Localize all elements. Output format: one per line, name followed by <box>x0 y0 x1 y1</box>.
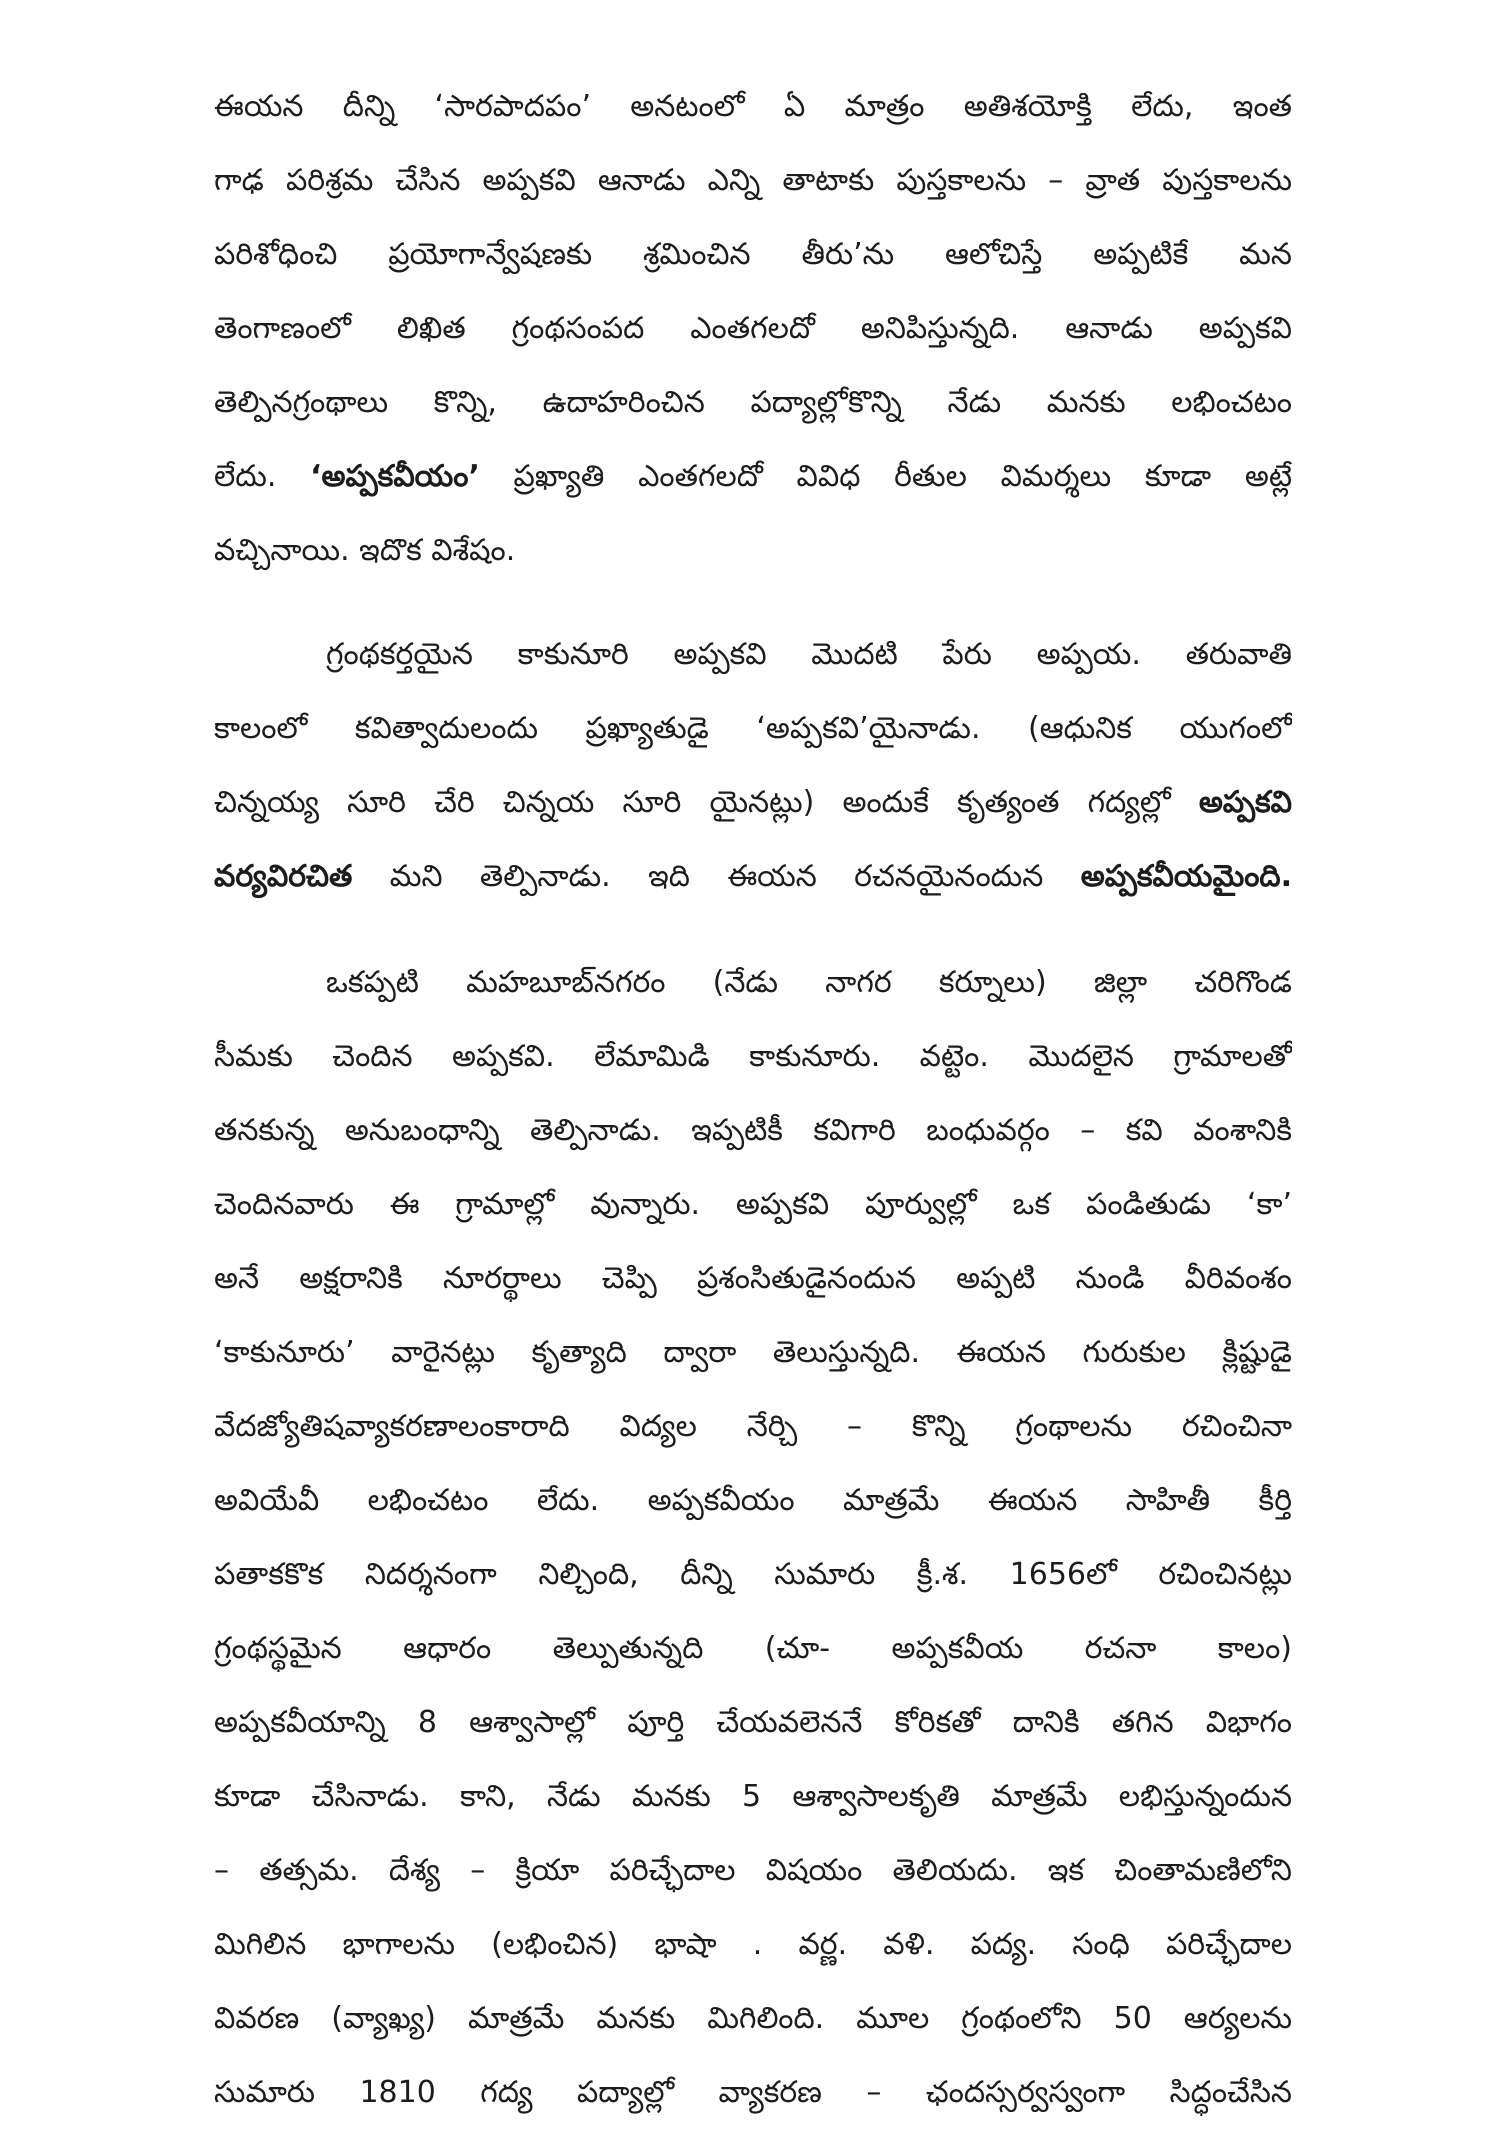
text-line <box>214 1464 1292 1538</box>
text-line <box>214 1168 1292 1242</box>
text-line <box>214 766 1292 840</box>
text-run: తనకున్న అనుబంధాన్ని తెల్పినాడు. ఇప్పటికీ కవిగారి బంధువర్గం – కవి వంశానికి <box>214 1113 1292 1148</box>
bold-text-run: వర్యవిరచిత <box>214 859 353 894</box>
text-run: వచ్చినాయి. ఇదొక విశేషం. <box>214 533 516 568</box>
text-run: వివరణ (వ్యాఖ్య) మాత్రమే మనకు మిగిలింది. మూల గ్రంథంలోని 50 ఆర్యలను <box>214 2001 1292 2036</box>
paragraph-1 <box>214 70 1292 588</box>
text-run: కూడా చేసినాడు. కాని, నేడు మనకు 5 ఆశ్వాసాలకృతి మాత్రమే లభిస్తున్నందున <box>214 1779 1292 1814</box>
text-run: తెంగాణంలో లిఖిత గ్రంథసంపద ఎంతగలదో అనిపిస్తున్నది. ఆనాడు అప్పకవి <box>214 311 1292 346</box>
text-run: వేదజ్యోతిషవ్యాకరణాలంకారాది విద్యల నేర్చి – కొన్ని గ్రంథాలను రచించినా <box>214 1409 1292 1444</box>
text-run: తెల్పినగ్రంథాలు కొన్ని, ఉదాహరించిన పద్యాల్లోకొన్ని నేడు మనకు లభించటం <box>214 385 1292 420</box>
text-line <box>214 1760 1292 1834</box>
text-run: మని తెల్పినాడు. ఇది ఈయన రచనయైనందున <box>352 859 1081 894</box>
text-run: గ్రంథకర్తయైన కాకునూరి అప్పకవి మొదటి పేరు అప్పయ. తరువాతి <box>326 637 1292 672</box>
text-line <box>214 1094 1292 1168</box>
text-line <box>214 514 1292 588</box>
paragraph-2 <box>214 618 1292 914</box>
text-line <box>214 692 1292 766</box>
text-run: అనే అక్షరానికి నూరర్థాలు చెప్పి ప్రశంసితుడైనందున అప్పటి నుండి వీరివంశం <box>214 1261 1292 1296</box>
text-line <box>214 1316 1292 1390</box>
text-run: పరిశోధించి ప్రయోగాన్వేషణకు శ్రమించిన తీరు’ను ఆలోచిస్తే అప్పటికే మన <box>214 237 1292 272</box>
text-line <box>214 1834 1292 1908</box>
text-line <box>214 1982 1292 2056</box>
text-run: కాలంలో కవిత్వాదులందు ప్రఖ్యాతుడై ‘అప్పకవి’యైనాడు. (ఆధునిక యుగంలో <box>214 711 1292 746</box>
text-run: చెందినవారు ఈ గ్రామాల్లో వున్నారు. అప్పకవి పూర్వుల్లో ఒక పండితుడు ‘కా’ <box>214 1187 1292 1222</box>
text-run: అప్పకవీయాన్ని 8 ఆశ్వాసాల్లో పూర్తి చేయవలెననే కోరికతో దానికి తగిన విభాగం <box>214 1705 1292 1740</box>
text-line <box>214 1020 1292 1094</box>
text-line <box>214 218 1292 292</box>
paragraph-3 <box>214 946 1292 2130</box>
text-line <box>214 1538 1292 1612</box>
text-line <box>214 70 1292 144</box>
text-line <box>214 292 1292 366</box>
text-line <box>214 1390 1292 1464</box>
text-line <box>214 144 1292 218</box>
body-text <box>214 70 1292 2130</box>
text-run: ఒకప్పటి మహబూబ్‌నగరం (నేడు నాగర కర్నూలు) జిల్లా చరిగొండ <box>326 965 1292 1000</box>
bold-text-run: అప్పకవి <box>1198 785 1292 820</box>
bold-text-run: అప్పకవీయమైంది. <box>1080 859 1292 894</box>
text-run: గాఢ పరిశ్రమ చేసిన అప్పకవి ఆనాడు ఎన్ని తాటాకు పుస్తకాలను – వ్రాత పుస్తకాలను <box>214 163 1292 198</box>
bold-title-run: ‘అప్పకవీయం’ <box>310 459 480 494</box>
text-line <box>214 366 1292 440</box>
text-line <box>214 618 1292 692</box>
text-line <box>214 1686 1292 1760</box>
text-line <box>214 1242 1292 1316</box>
text-run: అవియేవీ లభించటం లేదు. అప్పకవీయం మాత్రమే ఈయన సాహితీ కీర్తి <box>214 1483 1292 1518</box>
text-run: సీమకు చెందిన అప్పకవి. లేమామిడి కాకునూరు. వట్టెం. మొదలైన గ్రామాలతో <box>214 1039 1292 1074</box>
text-run: ‘కాకునూరు’ వారైనట్లు కృత్యాది ద్వారా తెలుస్తున్నది. ఈయన గురుకుల క్లిష్టుడై <box>214 1335 1292 1370</box>
text-line <box>214 1908 1292 1982</box>
paragraph-spacer <box>214 914 1292 946</box>
text-line <box>214 440 1292 514</box>
text-line <box>214 946 1292 1020</box>
text-run: గ్రంథస్థమైన ఆధారం తెల్పుతున్నది (చూ- అప్పకవీయ రచనా కాలం) <box>214 1631 1292 1666</box>
text-run: ఈయన దీన్ని ‘సారపాదపం’ అనటంలో ఏ మాత్రం అతిశయోక్తి లేదు, ఇంత <box>214 89 1292 124</box>
text-run: ప్రఖ్యాతి ఎంతగలదో వివిధ రీతుల విమర్శలు కూడా అట్లే <box>479 459 1292 494</box>
text-line <box>214 1612 1292 1686</box>
text-run: మిగిలిన భాగాలను (లభించిన) భాషా . వర్ణ. వళి. పద్య. సంధి పరిచ్ఛేదాల <box>214 1927 1292 1962</box>
text-run: – తత్సమ. దేశ్య – క్రియా పరిచ్ఛేదాల విషయం తెలియదు. ఇక చింతామణిలోని <box>214 1853 1292 1888</box>
text-line <box>214 840 1292 914</box>
text-run: సుమారు 1810 గద్య పద్యాల్లో వ్యాకరణ – ఛందస్సర్వస్వంగా సిద్ధంచేసిన <box>214 2075 1292 2110</box>
paragraph-spacer <box>214 588 1292 618</box>
text-run: చిన్నయ్య సూరి చేరి చిన్నయ సూరి యైనట్లు) అందుకే కృత్యంత గద్యల్లో <box>214 785 1199 820</box>
text-run: పతాకకొక నిదర్శనంగా నిల్చింది, దీన్ని సుమారు క్రీ.శ. 1656లో రచించినట్లు <box>214 1557 1292 1592</box>
text-run: లేదు. <box>214 459 311 494</box>
text-line <box>214 2056 1292 2130</box>
